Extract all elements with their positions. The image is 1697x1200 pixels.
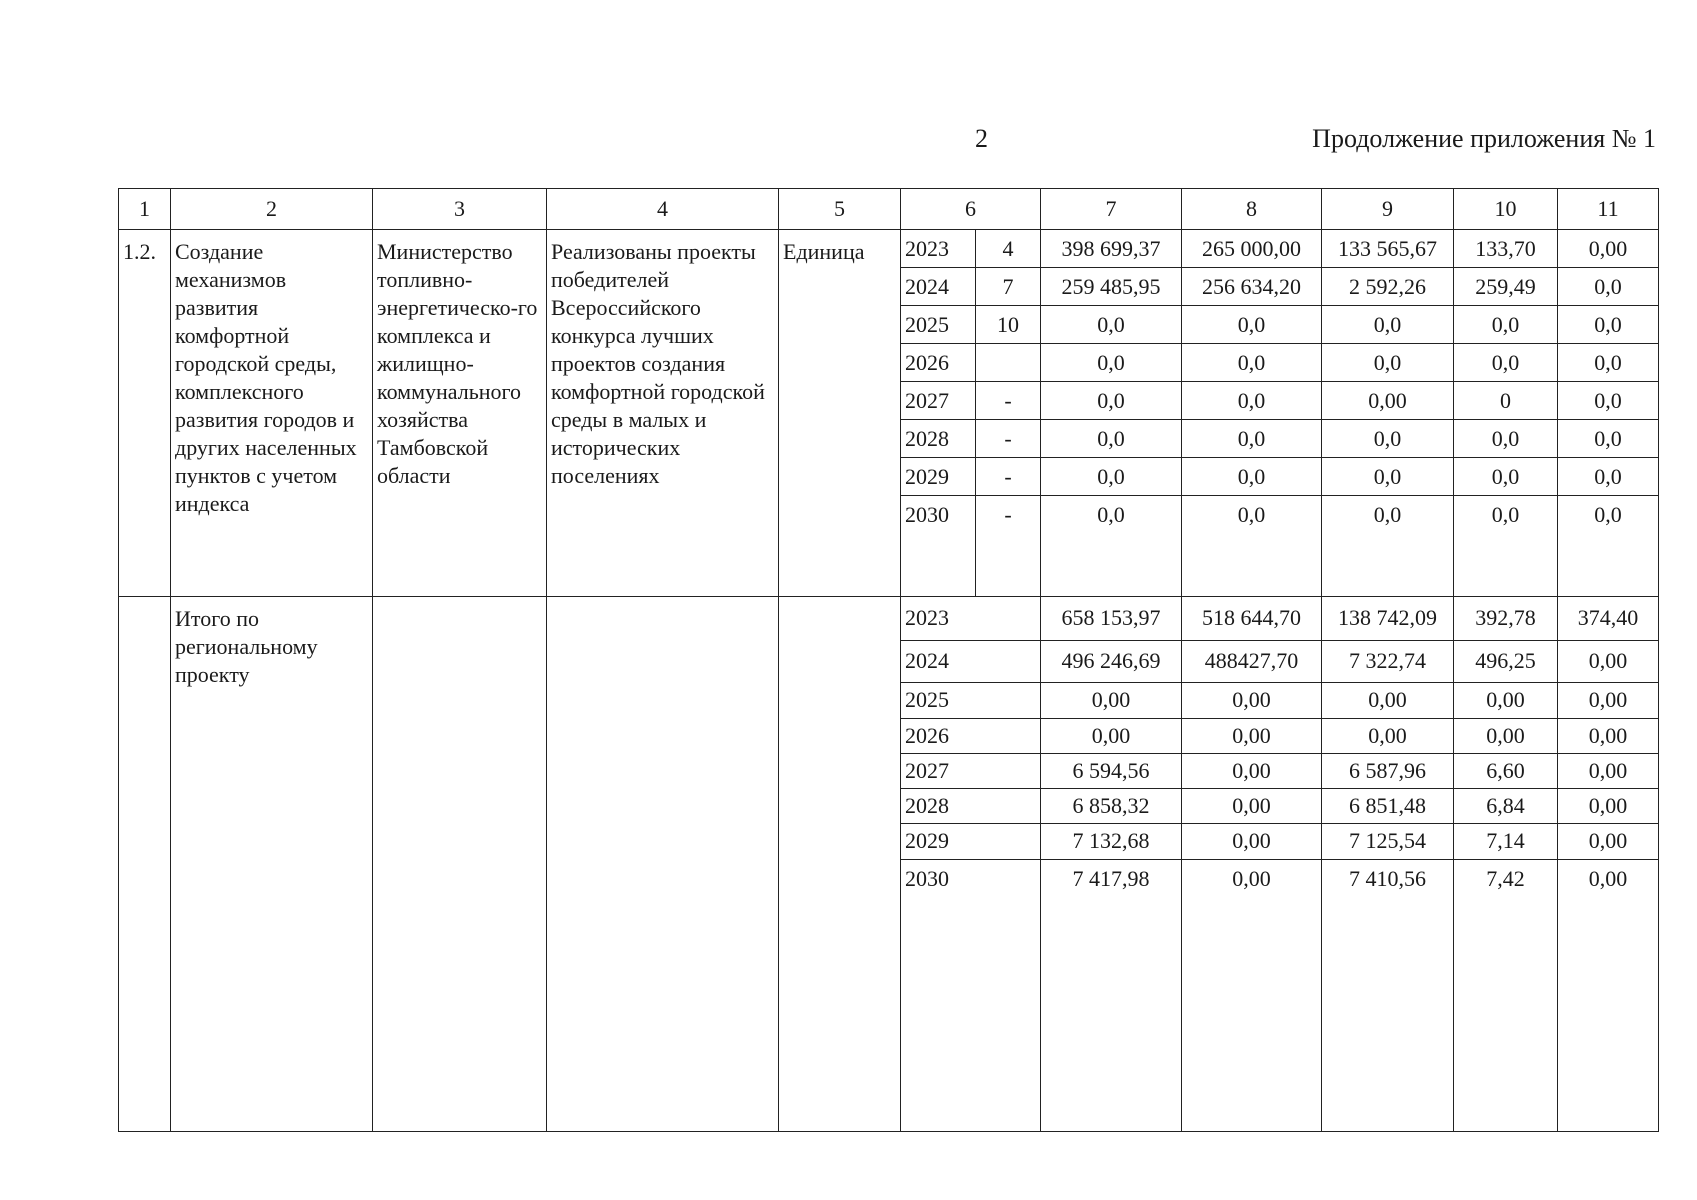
value-cell: 0,0 bbox=[1182, 496, 1322, 534]
value-cell: 0,0 bbox=[1182, 420, 1322, 458]
value-cell: 0 bbox=[1454, 382, 1558, 420]
col-header-6: 6 bbox=[901, 189, 1041, 230]
value-cell: 6 587,96 bbox=[1322, 753, 1454, 788]
value-cell: 7,14 bbox=[1454, 823, 1558, 859]
value-cell: 0,0 bbox=[1558, 496, 1659, 534]
indicator-cell bbox=[976, 344, 1041, 382]
value-cell: 0,0 bbox=[1454, 344, 1558, 382]
section-responsible: Министерство топливно-энергетическо-го комплекса и жилищно-коммунального хозяйства Тамбовской области bbox=[373, 230, 547, 597]
value-cell: 496,25 bbox=[1454, 640, 1558, 682]
value-cell: 7 417,98 bbox=[1041, 859, 1182, 899]
value-cell: 0,00 bbox=[1558, 230, 1659, 268]
value-cell: 256 634,20 bbox=[1182, 268, 1322, 306]
year-cell: 2023 bbox=[901, 230, 976, 268]
table-row bbox=[119, 230, 1659, 268]
value-cell: 6 858,32 bbox=[1041, 788, 1182, 823]
indicator-cell: - bbox=[976, 382, 1041, 420]
value-cell: 0,0 bbox=[1454, 420, 1558, 458]
indicator-cell: - bbox=[976, 458, 1041, 496]
col-header-2: 2 bbox=[171, 189, 373, 230]
section-unit: Единица bbox=[779, 230, 901, 597]
value-cell: 0,0 bbox=[1558, 458, 1659, 496]
value-cell: 0,00 bbox=[1041, 718, 1182, 753]
year-cell: 2028 bbox=[901, 420, 976, 458]
value-cell: 7 125,54 bbox=[1322, 823, 1454, 859]
total-unit-cell bbox=[779, 596, 901, 1132]
value-cell: 0,0 bbox=[1322, 420, 1454, 458]
col-header-5: 5 bbox=[779, 189, 901, 230]
appendix-continuation-title: Продолжение приложения № 1 bbox=[1312, 124, 1656, 153]
value-cell: 0,0 bbox=[1041, 458, 1182, 496]
value-cell: 6,84 bbox=[1454, 788, 1558, 823]
value-cell: 0,00 bbox=[1558, 788, 1659, 823]
value-cell: 0,00 bbox=[1041, 682, 1182, 718]
value-cell: 374,40 bbox=[1558, 596, 1659, 640]
col-header-3: 3 bbox=[373, 189, 547, 230]
indicator-cell: - bbox=[976, 420, 1041, 458]
financing-table bbox=[118, 188, 1659, 1132]
indicator-cell: 7 bbox=[976, 268, 1041, 306]
value-cell: 138 742,09 bbox=[1322, 596, 1454, 640]
col-header-7: 7 bbox=[1041, 189, 1182, 230]
value-cell: 0,0 bbox=[1182, 458, 1322, 496]
year-cell: 2028 bbox=[901, 788, 1041, 823]
value-cell: 0,0 bbox=[1182, 344, 1322, 382]
value-cell: 133,70 bbox=[1454, 230, 1558, 268]
value-cell: 0,0 bbox=[1041, 344, 1182, 382]
col-header-8: 8 bbox=[1182, 189, 1322, 230]
value-cell: 6,60 bbox=[1454, 753, 1558, 788]
indicator-cell: 4 bbox=[976, 230, 1041, 268]
value-cell: 518 644,70 bbox=[1182, 596, 1322, 640]
col-header-11: 11 bbox=[1558, 189, 1659, 230]
value-cell: 0,0 bbox=[1558, 268, 1659, 306]
value-cell: 0,00 bbox=[1454, 718, 1558, 753]
value-cell: 0,00 bbox=[1454, 682, 1558, 718]
value-cell: 496 246,69 bbox=[1041, 640, 1182, 682]
value-cell: 658 153,97 bbox=[1041, 596, 1182, 640]
year-cell: 2030 bbox=[901, 859, 1041, 899]
value-cell: 0,00 bbox=[1558, 682, 1659, 718]
col-header-10: 10 bbox=[1454, 189, 1558, 230]
year-cell: 2027 bbox=[901, 382, 976, 420]
value-cell: 0,0 bbox=[1041, 420, 1182, 458]
value-cell: 0,0 bbox=[1322, 344, 1454, 382]
value-cell: 0,00 bbox=[1182, 859, 1322, 899]
value-cell: 6 594,56 bbox=[1041, 753, 1182, 788]
value-cell: 0,00 bbox=[1322, 718, 1454, 753]
value-cell: 0,00 bbox=[1322, 682, 1454, 718]
indicator-cell: 10 bbox=[976, 306, 1041, 344]
value-cell: 7,42 bbox=[1454, 859, 1558, 899]
table-row bbox=[119, 596, 1659, 640]
year-cell: 2029 bbox=[901, 458, 976, 496]
value-cell: 0,0 bbox=[1558, 382, 1659, 420]
value-cell: 0,00 bbox=[1558, 753, 1659, 788]
value-cell: 2 592,26 bbox=[1322, 268, 1454, 306]
value-cell: 0,00 bbox=[1558, 823, 1659, 859]
total-result-cell bbox=[547, 596, 779, 1132]
value-cell: 0,00 bbox=[1558, 859, 1659, 899]
column-numbers-row bbox=[119, 189, 1659, 230]
value-cell: 7 322,74 bbox=[1322, 640, 1454, 682]
value-cell: 0,0 bbox=[1182, 382, 1322, 420]
page-number: 2 bbox=[975, 124, 988, 153]
value-cell: 0,0 bbox=[1041, 382, 1182, 420]
year-cell: 2025 bbox=[901, 306, 976, 344]
value-cell: 0,0 bbox=[1322, 496, 1454, 534]
value-cell: 259,49 bbox=[1454, 268, 1558, 306]
indicator-cell: - bbox=[976, 496, 1041, 534]
year-cell: 2026 bbox=[901, 344, 976, 382]
value-cell: 0,00 bbox=[1182, 823, 1322, 859]
value-cell: 0,0 bbox=[1322, 306, 1454, 344]
value-cell: 6 851,48 bbox=[1322, 788, 1454, 823]
value-cell: 265 000,00 bbox=[1182, 230, 1322, 268]
value-cell: 0,0 bbox=[1558, 420, 1659, 458]
value-cell: 398 699,37 bbox=[1041, 230, 1182, 268]
total-label: Итого по региональному проекту bbox=[171, 596, 373, 1132]
section-name: Создание механизмов развития комфортной городской среды, комплексного развития городов и других населенных пунктов с учетом индекса bbox=[171, 230, 373, 597]
value-cell: 0,00 bbox=[1182, 788, 1322, 823]
value-cell: 0,00 bbox=[1322, 382, 1454, 420]
value-cell: 0,0 bbox=[1454, 306, 1558, 344]
value-cell: 0,00 bbox=[1558, 640, 1659, 682]
value-cell: 0,00 bbox=[1182, 682, 1322, 718]
section-number: 1.2. bbox=[119, 230, 171, 597]
year-cell: 2023 bbox=[901, 596, 1041, 640]
value-cell: 0,0 bbox=[1454, 496, 1558, 534]
value-cell: 0,0 bbox=[1182, 306, 1322, 344]
value-cell: 0,00 bbox=[1182, 753, 1322, 788]
total-number-cell bbox=[119, 596, 171, 1132]
total-responsible-cell bbox=[373, 596, 547, 1132]
value-cell: 0,00 bbox=[1182, 718, 1322, 753]
value-cell: 7 132,68 bbox=[1041, 823, 1182, 859]
year-cell: 2027 bbox=[901, 753, 1041, 788]
year-cell: 2026 bbox=[901, 718, 1041, 753]
col-header-9: 9 bbox=[1322, 189, 1454, 230]
year-cell: 2025 bbox=[901, 682, 1041, 718]
value-cell: 0,0 bbox=[1558, 344, 1659, 382]
value-cell: 0,00 bbox=[1558, 718, 1659, 753]
section-result: Реализованы проекты победителей Всероссийского конкурса лучших проектов создания комфортной городской среды в малых и исторических поселениях bbox=[547, 230, 779, 597]
value-cell: 7 410,56 bbox=[1322, 859, 1454, 899]
value-cell: 133 565,67 bbox=[1322, 230, 1454, 268]
value-cell: 0,0 bbox=[1558, 306, 1659, 344]
year-cell: 2029 bbox=[901, 823, 1041, 859]
value-cell: 0,0 bbox=[1041, 306, 1182, 344]
col-header-1: 1 bbox=[119, 189, 171, 230]
year-cell: 2030 bbox=[901, 496, 976, 534]
value-cell: 392,78 bbox=[1454, 596, 1558, 640]
value-cell: 259 485,95 bbox=[1041, 268, 1182, 306]
year-cell: 2024 bbox=[901, 640, 1041, 682]
value-cell: 0,0 bbox=[1454, 458, 1558, 496]
value-cell: 488427,70 bbox=[1182, 640, 1322, 682]
year-cell: 2024 bbox=[901, 268, 976, 306]
value-cell: 0,0 bbox=[1322, 458, 1454, 496]
col-header-4: 4 bbox=[547, 189, 779, 230]
value-cell: 0,0 bbox=[1041, 496, 1182, 534]
